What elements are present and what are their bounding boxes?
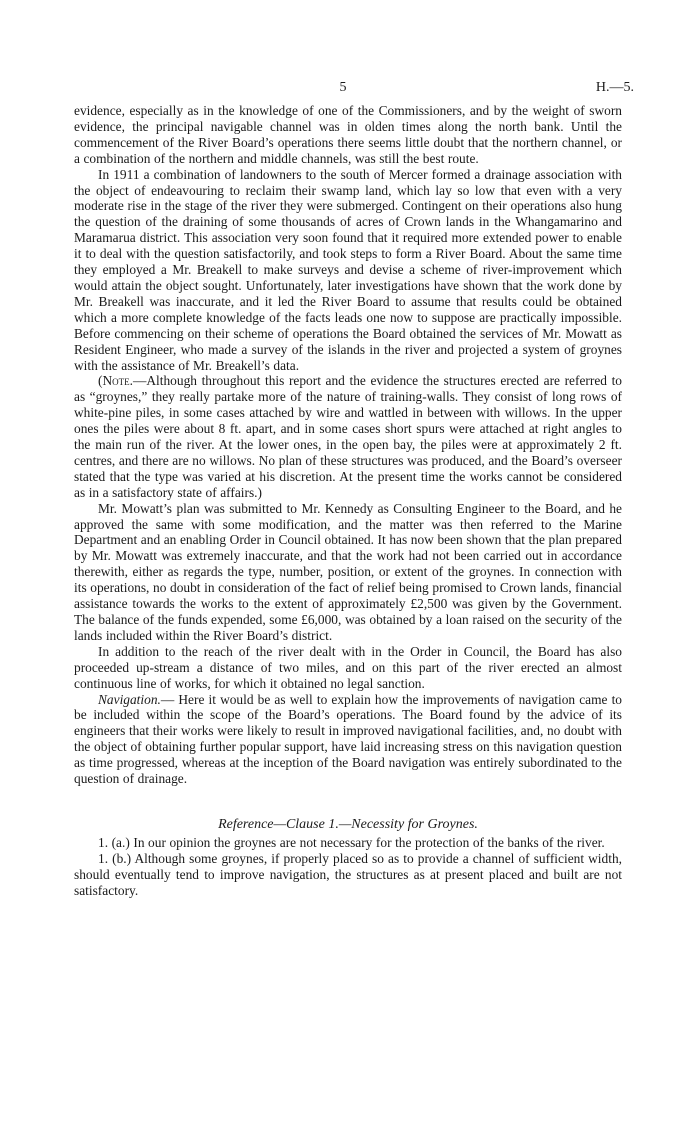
clause-1a xyxy=(74,835,622,851)
document-body xyxy=(74,103,622,899)
clause-1b xyxy=(74,851,622,899)
navigation-text: — Here it would be as well to explain how the improvements of navigation came to be included within the scope of the Board’s operations. The Board found by the advice of its engineers that their works were likely to result in improved navigational facilities, and, no doubt with the object of obtaining further popular support, have laid increasing stress on this navigation question as time progressed, whereas at the inception of the Board navigation was entirely subordinated to the question of drainage. xyxy=(74,691,622,787)
paragraph-navigation xyxy=(74,692,622,787)
navigation-label: Navigation. xyxy=(98,691,161,707)
page-number: 5 xyxy=(339,80,347,95)
reference-heading: Reference—Clause 1.—Necessity for Groynes. xyxy=(218,816,478,832)
clause-1a-text: In our opinion the groynes are not necessary for the protection of the banks of the river. xyxy=(129,834,605,850)
document-code: H.—5. xyxy=(595,80,634,95)
clause-1b-text: Although some groynes, if properly placed so as to provide a channel of sufficient width, should eventually tend to improve navigation, the structures as at present placed and built are not satisfactory. xyxy=(74,850,622,898)
paragraph-drainage-association: In 1911 a combination of landowners to the south of Mercer formed a drainage association with the object of endeavouring to reclaim their swamp land, which lay so low that even with a very moderate rise in the stage of the river they were submerged. Contingent on their operations also hung the question of the draining of some thousands of acres of Crown lands in the Whangamarino and Maramarua district. This association very soon found that it required more extended power to enable it to deal with the question satisfactorily, and took steps to form a River Board. About the same time they employed a Mr. Breakell to make surveys and devise a scheme of river-improvement which would attain the object sought. Unfortunately, later investigations have shown that the work done by Mr. Breakell was inaccurate, and it led the River Board to assume that results could be obtained which a more complete knowledge of the facts leads one now to suppose are practically impossible. Before commencing on their scheme of operations the Board obtained the services of Mr. Mowatt as Resident Engineer, who made a survey of the islands in the river and projected a system of groynes with the assistance of Mr. Breakell’s data. xyxy=(74,166,622,373)
paragraph-upstream-works: In addition to the reach of the river dealt with in the Order in Council, the Board has also proceeded up-stream a distance of two miles, and on this part of the river erected an almost continuous line of works, for which it obtained no legal sanction. xyxy=(74,643,622,691)
note-label: (Note. xyxy=(98,373,133,389)
note-text: —Although throughout this report and the evidence the structures erected are referred to as “groynes,” they really partake more of the nature of training-walls. They consist of long rows of white-pine piles, in some cases attached by wire and wattled in between with willows. In the upper ones the piles were about 8 ft. apart, and in some cases short spurs were attached at right angles to the main run of the river. At the lower ones, in the open bay, the piles were at approximately 2 ft. centres, and there are no willows. No plan of these structures was produced, and the Board’s overseer stated that the type was varied at his discretion. At the present time the works cannot be considered as in a satisfactory state of affairs.) xyxy=(74,373,622,500)
paragraph-note xyxy=(74,373,622,500)
clause-1a-number: 1. (a.) xyxy=(98,834,130,850)
clause-1b-number: 1. (b.) xyxy=(98,850,132,866)
paragraph-evidence: evidence, especially as in the knowledge of one of the Commissioners, and by the weight of sworn evidence, the principal navigable channel was in olden times along the north bank. Until the commencement of the River Board’s operations there seems little doubt that the northern channel, or a combination of the northern and middle channels, was still the best route. xyxy=(74,103,622,166)
paragraph-mowatt-plan: Mr. Mowatt’s plan was submitted to Mr. Kennedy as Consulting Engineer to the Board, and he approved the same with some modification, and the matter was then referred to the Marine Department and an enabling Order in Council obtained. It has now been shown that the plan prepared by Mr. Mowatt was extremely inaccurate, and that the work had not been carried out in accordance therewith, either as regards the type, number, position, or extent of the groynes. In connection with its operations, no doubt in consideration of the fact of relief being promised to Crown lands, financial assistance towards the works to the extent of approximately £2,500 was given by the Government. The balance of the funds expended, some £6,000, was obtained by a loan raised on the security of the lands included within the River Board’s district. xyxy=(74,500,622,643)
